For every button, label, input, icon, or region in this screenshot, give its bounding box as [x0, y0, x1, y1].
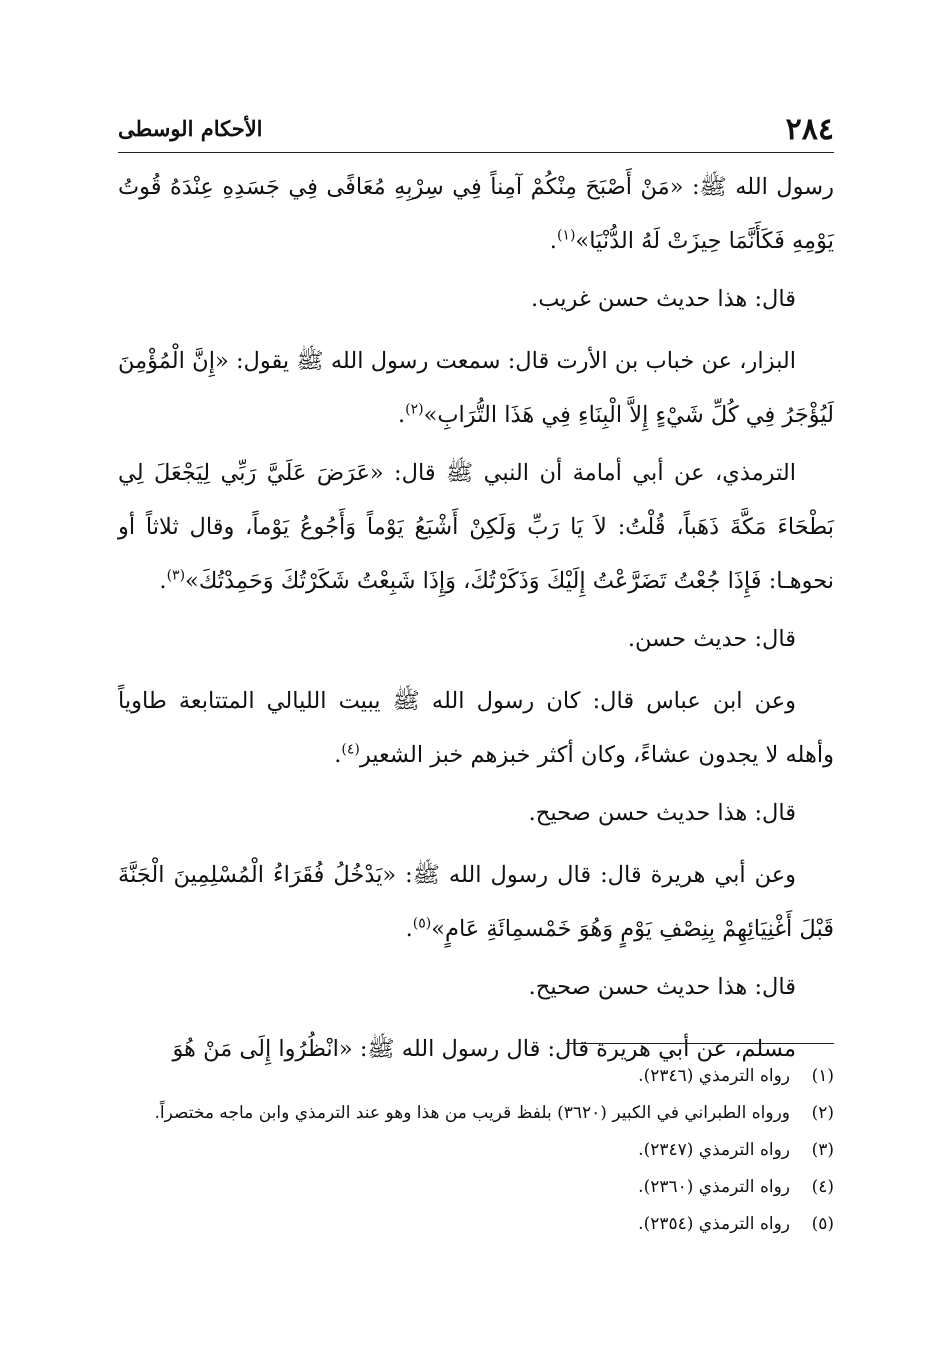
paragraph: البزار، عن خباب بن الأرت قال: سمعت رسول الله ﷺ يقول: «إِنَّ الْمُؤْمِنَ لَيُؤْجَرُ فِي كُلِّ شَيْءٍ إِلاَّ الْبِنَاءِ فِي هَذَا التُّرَابِ»$^{(٢)}$.: [118, 348, 834, 428]
footnote-number: (٢): [811, 1103, 834, 1123]
footnote-ref: (٢): [405, 401, 424, 418]
footnote-ref: (١): [556, 227, 576, 244]
paragraph: الترمذي، عن أبي أمامة أن النبي ﷺ قال: «عَرَضَ عَلَيَّ رَبِّي لِيَجْعَلَ لِي بَطْحَاءَ مَكَّةَ ذَهَباً، قُلْتُ: لاَ يَا رَبِّ وَلَكِنْ أَشْبَعُ يَوْماً وَأَجُوعُ يَوْماً، وقال ثلاثاً أو نحوهـا: فَإِذَا جُعْتُ تَضَرَّعْتُ إِلَيْكَ وَذَكَرْتُكَ، وَإِذَا شَبِعْتُ شَكَرْتُكَ وَحَمِدْتُكَ»$^{(٣)}$.: [118, 460, 834, 594]
paragraph: قال: حديث حسن.: [627, 626, 796, 652]
footnote-number: (٣): [811, 1140, 834, 1160]
running-title: الأحكام الوسطى: [118, 116, 263, 141]
footnote-ref: (٥): [412, 915, 432, 932]
footnotes: [118, 1058, 834, 1243]
footnote: (٥) رواه الترمذي (٢٣٥٤).: [118, 1206, 834, 1243]
footnote-ref: (٣): [166, 567, 186, 584]
footnote: (١) رواه الترمذي (٢٣٤٦).: [118, 1058, 834, 1095]
paragraph: مسلم، عن أبي هريرة قال: قال رسول الله ﷺ: «انْظُرُوا إِلَى مَنْ هُوَ: [172, 1036, 796, 1062]
paragraph: قال: هذا حديث حسن صحيح.: [528, 800, 796, 826]
footnote-number: (٥): [811, 1214, 834, 1234]
footnote: (٢) ورواه الطبراني في الكبير (٣٦٢٠) بلفظ قريب من هذا وهو عند الترمذي وابن ماجه مختصراً.: [118, 1095, 834, 1132]
paragraph: رسول الله ﷺ: «مَنْ أَصْبَحَ مِنْكُمْ آمِناً فِي سِرْبِهِ مُعَافًى فِي جَسَدِهِ عِنْدَهُ قُوتُ يَوْمِهِ فَكَأَنَّمَا حِيزَتْ لَهُ الدُّنْيَا»$^{(١)}$.: [118, 174, 834, 254]
paragraph: وعن ابن عباس قال: كان رسول الله ﷺ يبيت الليالي المتتابعة طاوياً وأهله لا يجدون عشاءً، وكان أكثر خبزهم خبز الشعير$^{(٤)}$.: [118, 688, 834, 768]
paragraph: قال: هذا حديث حسن صحيح.: [528, 974, 796, 1000]
footnote-divider: [566, 1043, 834, 1044]
page-number: ٢٨٤: [785, 112, 834, 147]
footnote: (٣) رواه الترمذي (٢٣٤٧).: [118, 1132, 834, 1169]
page-header: [118, 108, 834, 153]
footnote: (٤) رواه الترمذي (٢٣٦٠).: [118, 1169, 834, 1206]
paragraph: قال: هذا حديث حسن غريب.: [531, 286, 796, 312]
footnote-number: (١): [811, 1066, 834, 1086]
paragraph: وعن أبي هريرة قال: قال رسول الله ﷺ: «يَدْخُلُ فُقَرَاءُ الْمُسْلِمِينَ الْجَنَّةَ قَبْلَ أَغْنِيَائِهِمْ بِنِصْفِ يَوْمٍ وَهُوَ خَمْسمِائَةِ عَامٍ»$^{(٥)}$.: [118, 862, 834, 942]
footnote-number: (٤): [811, 1177, 834, 1197]
main-text: [118, 160, 834, 1080]
footnote-ref: (٤): [341, 741, 360, 758]
